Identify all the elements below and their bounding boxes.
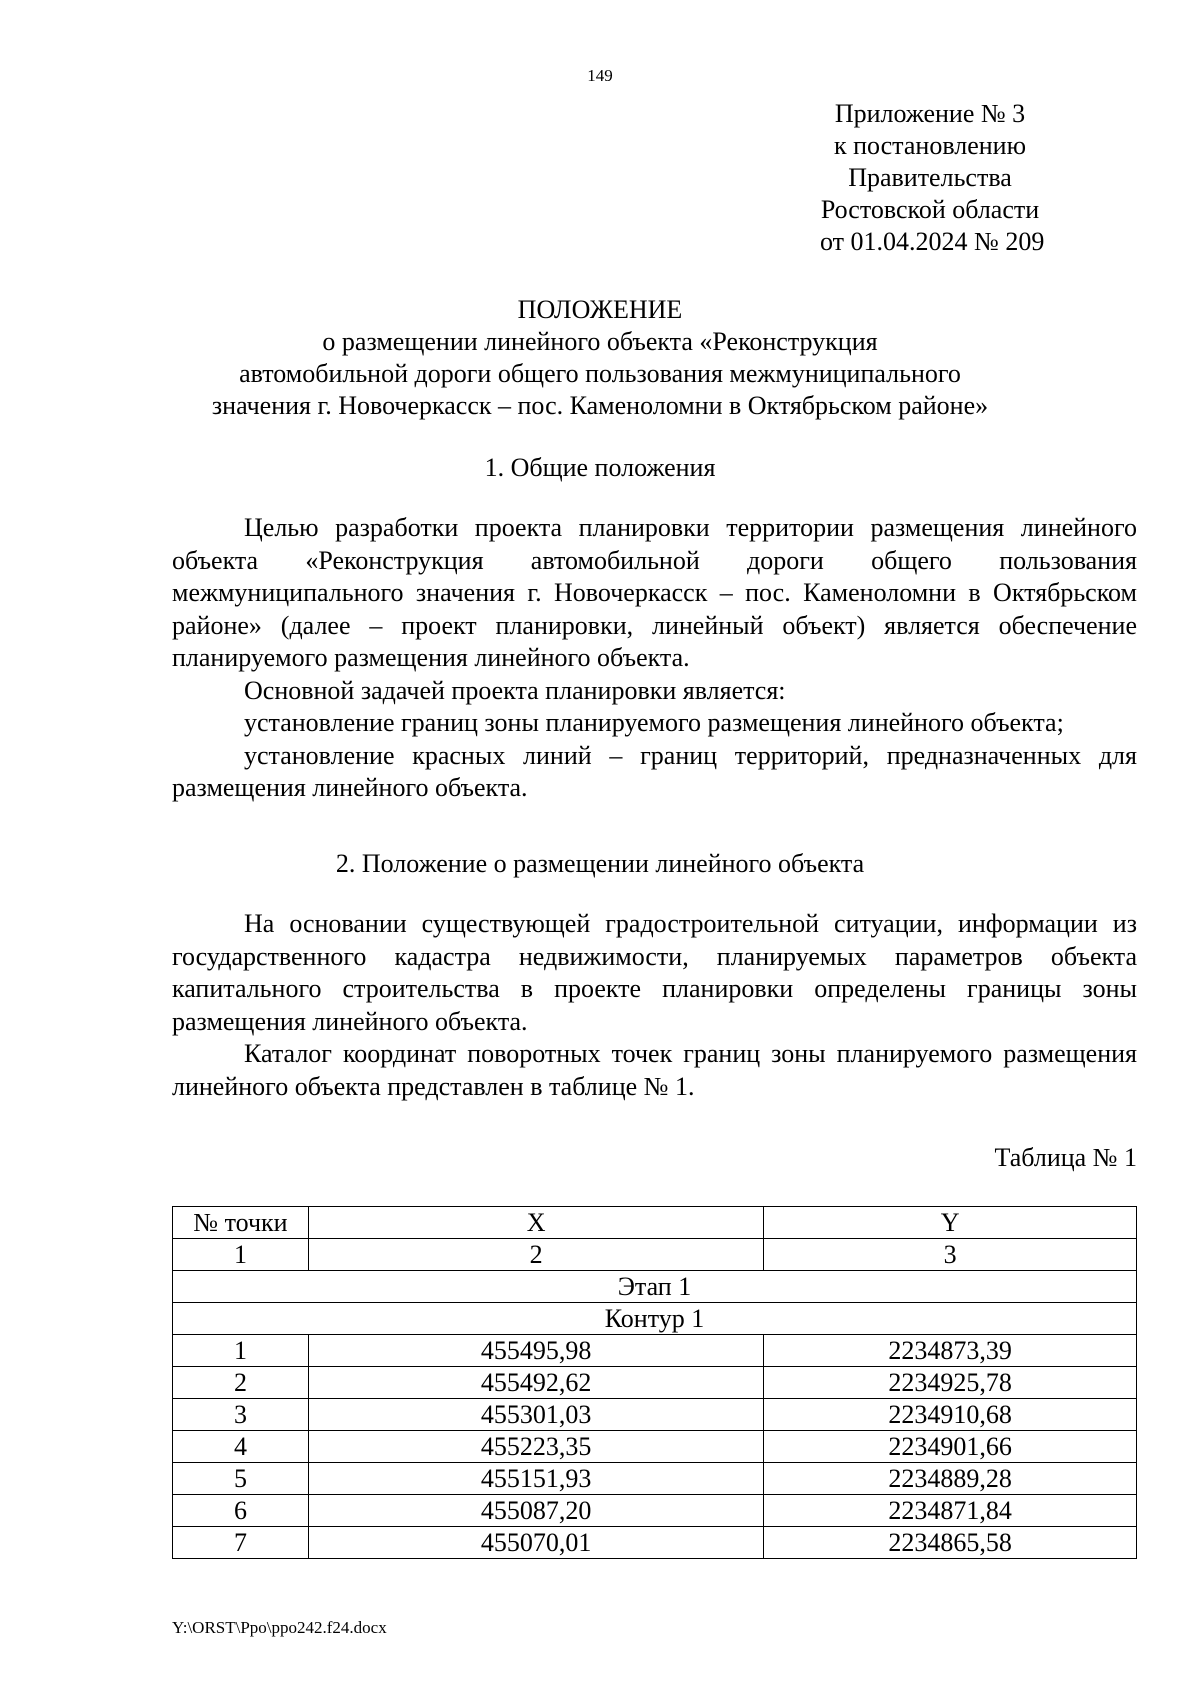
section-1-body [172, 512, 1137, 805]
point-number: 1 [173, 1335, 309, 1367]
y-coordinate: 2234901,66 [764, 1431, 1137, 1463]
x-coordinate: 455223,35 [308, 1431, 763, 1463]
paragraph: установление границ зоны планируемого размещения линейного объекта; [244, 708, 1064, 737]
section-2-heading: 2. Положение о размещении линейного объекта [335, 849, 865, 878]
point-number: 5 [173, 1463, 309, 1495]
stage-cell: Этап 1 [173, 1271, 1137, 1303]
x-coordinate: 455070,01 [308, 1527, 763, 1559]
point-number: 6 [173, 1495, 309, 1527]
paragraph: Целью разработки проекта планировки территории размещения линейного объекта «Реконструкция автомобильной дороги общего пользования межмуниципального значения г. Новочеркасск – пос. Каменоломни в Октябрьском районе» (далее – проект планировки, линейный объект) является обеспечение планируемого размещения линейного объекта. [172, 513, 1137, 672]
title-heading: ПОЛОЖЕНИЕ [517, 295, 683, 324]
y-coordinate: 2234910,68 [764, 1399, 1137, 1431]
stage-row [173, 1271, 1137, 1303]
y-coordinate: 2234925,78 [764, 1367, 1137, 1399]
paragraph: Основной задачей проекта планировки является: [244, 675, 786, 705]
point-number: 4 [173, 1431, 309, 1463]
page-number: 149 [587, 66, 613, 85]
paragraph: установление красных линий – границ территорий, предназначенных для размещения линейного объекта. [172, 740, 1137, 802]
x-coordinate: 455495,98 [308, 1335, 763, 1367]
x-coordinate: 455301,03 [308, 1399, 763, 1431]
contour-row [173, 1303, 1137, 1335]
title-line: значения г. Новочеркасск – пос. Каменоломни в Октябрьском районе» [211, 391, 989, 420]
y-coordinate: 2234889,28 [764, 1463, 1137, 1495]
point-number: 2 [173, 1367, 309, 1399]
file-path-footer: Y:\ORST\Ppo\ppo242.f24.docx [172, 1618, 387, 1637]
point-number: 7 [173, 1527, 309, 1559]
table-row [173, 1335, 1137, 1367]
annex-line: к постановлению [833, 131, 1027, 160]
document-title [160, 294, 1040, 422]
contour-cell: Контур 1 [173, 1303, 1137, 1335]
table-row [173, 1495, 1137, 1527]
annex-line: от 01.04.2024 № 209 [820, 227, 1045, 256]
table-header-row [173, 1207, 1137, 1239]
annex-line: Приложение № 3 [834, 99, 1026, 128]
header-cell: X [308, 1207, 763, 1239]
index-cell: 3 [764, 1239, 1137, 1271]
index-cell: 1 [173, 1239, 309, 1271]
annex-line: Ростовской области [820, 195, 1040, 224]
x-coordinate: 455151,93 [308, 1463, 763, 1495]
table-row [173, 1399, 1137, 1431]
table-index-row [173, 1239, 1137, 1271]
table-row [173, 1431, 1137, 1463]
y-coordinate: 2234871,84 [764, 1495, 1137, 1527]
annex-line: Правительства [848, 163, 1012, 192]
section-2-body [172, 908, 1137, 1103]
header-cell: Y [764, 1207, 1137, 1239]
table-caption: Таблица № 1 [994, 1143, 1137, 1172]
section-1-heading: 1. Общие положения [484, 453, 716, 482]
annex-block [820, 98, 1045, 258]
y-coordinate: 2234865,58 [764, 1527, 1137, 1559]
table-row [173, 1367, 1137, 1399]
title-line: о размещении линейного объекта «Реконструкция [322, 327, 878, 356]
table-row [173, 1463, 1137, 1495]
paragraph: Каталог координат поворотных точек границ зоны планируемого размещения линейного объекта представлен в таблице № 1. [172, 1039, 1137, 1101]
x-coordinate: 455492,62 [308, 1367, 763, 1399]
point-number: 3 [173, 1399, 309, 1431]
table-row [173, 1527, 1137, 1559]
coordinates-table [172, 1206, 1137, 1559]
x-coordinate: 455087,20 [308, 1495, 763, 1527]
index-cell: 2 [308, 1239, 763, 1271]
header-cell: № точки [173, 1207, 309, 1239]
y-coordinate: 2234873,39 [764, 1335, 1137, 1367]
title-line: автомобильной дороги общего пользования межмуниципального [239, 359, 961, 388]
paragraph: На основании существующей градостроительной ситуации, информации из государственного кадастра недвижимости, планируемых параметров объекта капитального строительства в проекте планировки определены границы зоны размещения линейного объекта. [172, 909, 1137, 1036]
